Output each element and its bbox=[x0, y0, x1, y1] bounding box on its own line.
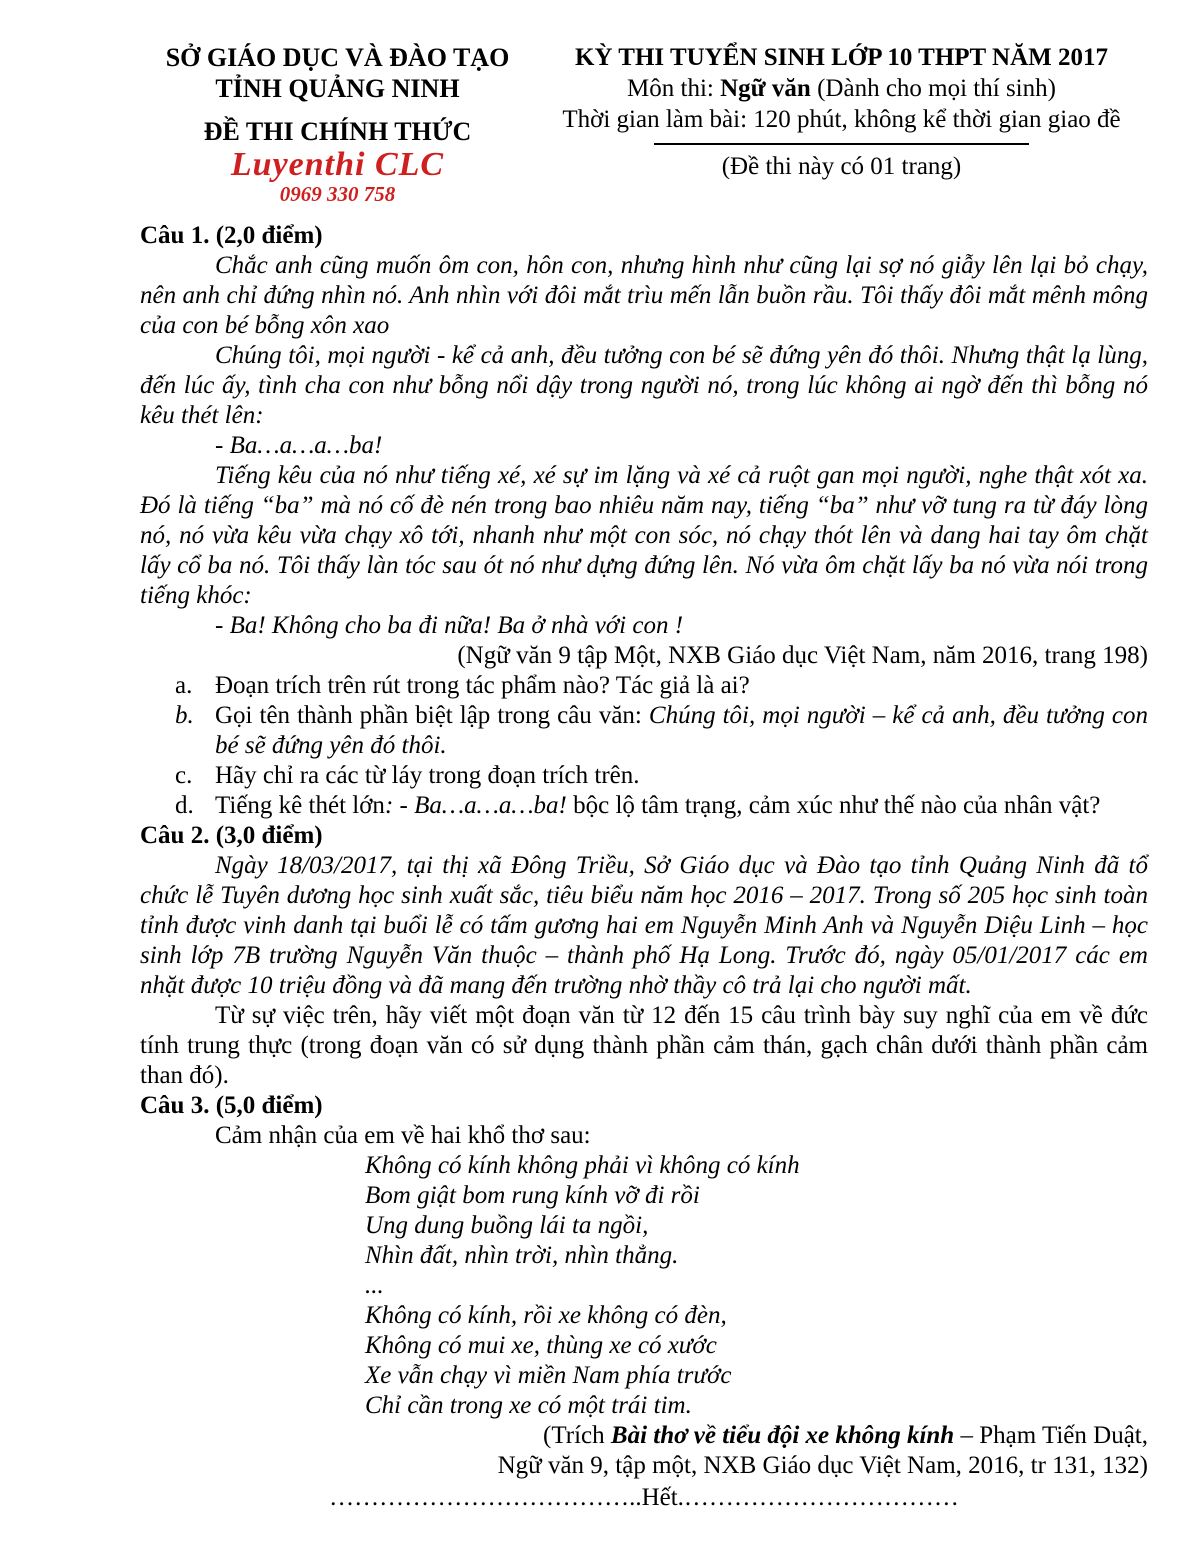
poem-line: Ung dung buồng lái ta ngồi, bbox=[365, 1212, 649, 1239]
poem-line: Xe vẫn chạy vì miền Nam phía trước bbox=[365, 1362, 732, 1389]
item-c-text: Hãy chỉ ra các từ láy trong đoạn trích trên. bbox=[215, 762, 640, 789]
subject-prefix: Môn thi: bbox=[627, 75, 721, 102]
logo-phone-number: 0969 330 758 bbox=[279, 182, 396, 206]
question-1-quote-paragraph-2: Chúng tôi, mọi người - kể cả anh, đều tưởng con bé sẽ đứng yên đó thôi. Nhưng thật lạ lùng, đến lúc ấy, tình cha con như bỗng nổi dậy trong người nó, trong lúc không ai ngờ đến thì bỗng nó kêu thét lên: bbox=[140, 342, 1148, 429]
question-1-source-citation: (Ngữ văn 9 tập Một, NXB Giáo dục Việt Nam, năm 2016, trang 198) bbox=[457, 642, 1148, 669]
item-a-marker: a. bbox=[175, 672, 193, 699]
header-left-block bbox=[140, 42, 535, 205]
poem-citation-line-2: Ngữ văn 9, tập một, NXB Giáo dục Việt Nam, 2016, tr 131, 132) bbox=[497, 1452, 1148, 1479]
question-1-item-c bbox=[140, 761, 1148, 791]
question-1-item-a bbox=[140, 671, 1148, 701]
department-name-line2: TỈNH QUẢNG NINH bbox=[215, 74, 460, 103]
question-1-quote-paragraph-3: Tiếng kêu của nó như tiếng xé, xé sự im lặng và xé cả ruột gan mọi người, nghe thật xót xa. Đó là tiếng “ba” mà nó cố đè nén trong bao nhiêu năm nay, tiếng “ba” như vỡ tung ra từ đáy lòng nó, nó vừa kêu vừa chạy xô tới, nhanh như một con sóc, nó chạy thót lên và dang hai tay ôm chặt lấy cổ ba nó. Tôi thấy làn tóc sau ót nó như dựng đứng lên. Nó vừa ôm chặt lấy ba nó vừa nói trong tiếng khóc: bbox=[140, 462, 1148, 609]
poem-block bbox=[365, 1151, 1148, 1421]
header-divider-rule bbox=[654, 143, 1029, 145]
poem-line: Không có kính, rồi xe không có đèn, bbox=[365, 1302, 727, 1329]
luyenthi-clc-logo: Luyenthi CLC bbox=[230, 146, 445, 183]
poem-title: Bài thơ về tiểu đội xe không kính bbox=[610, 1422, 955, 1449]
item-d-quoted-cry: : - Ba…a…a…ba! bbox=[384, 792, 567, 819]
poem-line: Chỉ cần trong xe có một trái tim. bbox=[365, 1392, 692, 1419]
document-header bbox=[140, 42, 1148, 205]
item-d-marker: d. bbox=[175, 792, 194, 819]
official-exam-label: ĐỀ THI CHÍNH THỨC bbox=[203, 117, 472, 146]
item-b-marker: b. bbox=[175, 702, 194, 729]
department-name-line1: SỞ GIÁO DỤC VÀ ĐÀO TẠO bbox=[165, 43, 510, 72]
item-d-lead: Tiếng kê thét lớn bbox=[215, 792, 385, 819]
question-1-item-d bbox=[140, 791, 1148, 821]
question-2-task-paragraph: Từ sự việc trên, hãy viết một đoạn văn từ 12 đến 15 câu trình bày suy nghĩ của em về đức tính trung thực (trong đoạn văn có sử dụng thành phần cảm thán, gạch chân dưới thành phần cảm than đó). bbox=[140, 1002, 1148, 1089]
page-count-note: (Đề thi này có 01 trang) bbox=[721, 153, 962, 180]
question-3-intro: Cảm nhận của em về hai khổ thơ sau: bbox=[215, 1122, 591, 1149]
citation-author: – Phạm Tiến Duật, bbox=[954, 1422, 1148, 1449]
poem-line: Nhìn đất, nhìn trời, nhìn thẳng. bbox=[365, 1242, 679, 1269]
end-of-exam-line: ………………………………..Hết.…………………………… bbox=[329, 1484, 959, 1511]
time-limit-line: Thời gian làm bài: 120 phút, không kể thời gian giao đề bbox=[562, 106, 1121, 133]
exam-title: KỲ THI TUYỂN SINH LỚP 10 THPT NĂM 2017 bbox=[575, 44, 1108, 71]
question-2-news-paragraph: Ngày 18/03/2017, tại thị xã Đông Triều, Sở Giáo dục và Đào tạo tỉnh Quảng Ninh đã tổ chức lễ Tuyên dương học sinh xuất sắc, tiêu biểu năm học 2016 – 2017. Trong số 205 học sinh toàn tỉnh được vinh danh tại buổi lễ có tấm gương hai em Nguyễn Minh Anh và Nguyễn Diệu Linh – học sinh lớp 7B trường Nguyễn Văn thuộc – thành phố Hạ Long. Trước đó, ngày 05/01/2017 các em nhặt được 10 triệu đồng và đã mang đến trường nhờ thầy cô trả lại cho người mất. bbox=[140, 852, 1148, 999]
subject-suffix: (Dành cho mọi thí sinh) bbox=[810, 75, 1056, 102]
item-b-quoted-sentence: Chúng tôi, mọi người – kể cả anh, đều tưởng con bé sẽ đứng yên đó thôi. bbox=[215, 702, 1148, 759]
question-1-quote-exclamation-2: - Ba! Không cho ba đi nữa! Ba ở nhà với con ! bbox=[215, 612, 684, 639]
question-1-quote-paragraph-1: Chắc anh cũng muốn ôm con, hôn con, nhưng hình như cũng lại sợ nó giẫy lên lại bỏ chạy, nên anh chỉ đứng nhìn nó. Anh nhìn với đôi mắt trìu mến lẫn buồn rầu. Tôi thấy đôi mắt mênh mông của con bé bỗng xôn xao bbox=[140, 252, 1148, 339]
question-1-quote-exclamation: - Ba…a…a…ba! bbox=[215, 432, 383, 459]
item-a-text: Đoạn trích trên rút trong tác phẩm nào? Tác giả là ai? bbox=[215, 672, 750, 699]
subject-name: Ngữ văn bbox=[720, 75, 811, 102]
exam-body bbox=[140, 221, 1148, 1513]
question-2-heading: Câu 2. (3,0 điểm) bbox=[140, 822, 323, 849]
poem-line: Bom giật bom rung kính vỡ đi rồi bbox=[365, 1182, 700, 1209]
question-1-item-b bbox=[140, 701, 1148, 761]
poem-citation-line-1 bbox=[140, 1421, 1148, 1451]
citation-prefix: (Trích bbox=[543, 1422, 611, 1449]
subject-line bbox=[535, 73, 1148, 104]
poem-line: Không có mui xe, thùng xe có xước bbox=[365, 1332, 717, 1359]
item-b-lead: Gọi tên thành phần biệt lập trong câu văn: bbox=[215, 702, 649, 729]
header-right-block bbox=[535, 42, 1148, 205]
question-1-heading: Câu 1. (2,0 điểm) bbox=[140, 222, 323, 249]
question-3-heading: Câu 3. (5,0 điểm) bbox=[140, 1092, 323, 1119]
poem-line: Không có kính không phải vì không có kính bbox=[365, 1152, 800, 1179]
item-d-tail: bộc lộ tâm trạng, cảm xúc như thế nào của nhân vật? bbox=[566, 792, 1101, 819]
poem-stanza-separator: ... bbox=[365, 1272, 384, 1299]
item-c-marker: c. bbox=[175, 762, 193, 789]
